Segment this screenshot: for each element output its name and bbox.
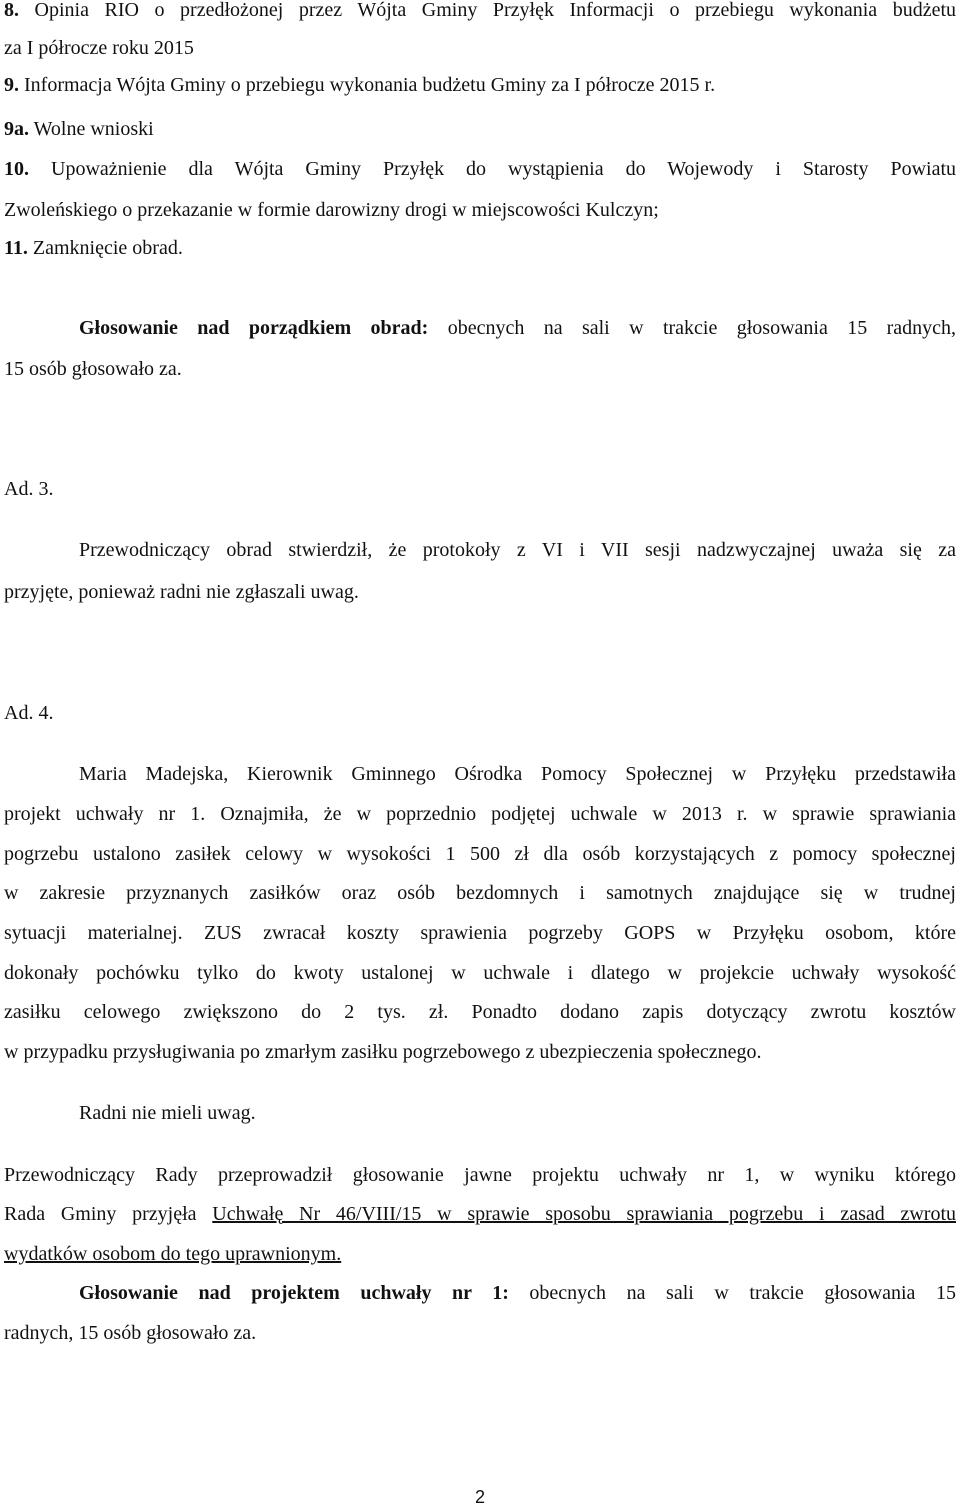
ad3-line-2: przyjęte, ponieważ radni nie zgłaszali uwag.: [4, 581, 359, 603]
resolution-link-continued[interactable]: wydatków osobom do tego uprawnionym.: [4, 1243, 342, 1265]
agenda-item-number: 8.: [4, 0, 19, 21]
vote-resolution-line-1: Przewodniczący Rady przeprowadził głosowanie jawne projektu uchwały nr 1, w wyniku którego: [4, 1164, 956, 1186]
ad4-line-7: zasiłku celowego zwiększono do 2 tys. zł. Ponadto dodano zapis dotyczący zwrotu kosztów: [4, 1001, 956, 1023]
ad4-line-2: projekt uchwały nr 1. Oznajmiła, że w poprzednio podjętej uchwale w 2013 r. w sprawie sprawiania: [4, 803, 956, 825]
ad4-line-1: Maria Madejska, Kierownik Gminnego Ośrodka Pomocy Społecznej w Przyłęku przedstawiła: [79, 763, 956, 785]
vote-resolution-prefix: Rada Gminy przyjęła: [4, 1203, 197, 1225]
vote-result-label: Głosowanie nad projektem uchwały nr 1:: [79, 1282, 509, 1304]
ad4-line-4: w zakresie przyznanych zasiłków oraz osób bezdomnych i samotnych znajdujące się w trudnej: [4, 882, 956, 904]
ad4-line-3: pogrzebu ustalono zasiłek celowy w wysokości 1 500 zł dla osób korzystających z pomocy społecznej: [4, 843, 956, 865]
vote-result-text: obecnych na sali w trakcie głosowania 15: [529, 1282, 956, 1304]
page-number: 2: [474, 1487, 485, 1507]
agenda-item-number: 9a.: [4, 118, 29, 140]
agenda-item-8-line-2: za I półrocze roku 2015: [4, 37, 194, 59]
agenda-item-9a: [4, 117, 154, 141]
agenda-item-10-line-2: Zwoleńskiego o przekazanie w formie darowizny drogi w miejscowości Kulczyn;: [4, 199, 659, 221]
vote-resolution-line-2: [4, 1202, 956, 1226]
agenda-item-number: 11.: [4, 237, 28, 259]
vote-result-line-2: radnych, 15 osób głosowało za.: [4, 1322, 257, 1344]
resolution-link[interactable]: Uchwałę Nr 46/VIII/15 w sprawie sposobu sprawiania pogrzebu i zasad zwrotu: [212, 1203, 956, 1225]
vote-order-line-1: [79, 316, 956, 340]
vote-resolution-line-3: [4, 1242, 341, 1266]
vote-order-line-2: 15 osób głosowało za.: [4, 358, 182, 380]
section-heading-ad4: Ad. 4.: [4, 702, 54, 724]
agenda-item-text: Zamknięcie obrad.: [32, 237, 183, 259]
agenda-item-text: Upoważnienie dla Wójta Gminy Przyłęk do wystąpienia do Wojewody i Starosty Powiatu: [51, 158, 956, 180]
agenda-item-number: 9.: [4, 74, 19, 96]
vote-order-text: obecnych na sali w trakcie głosowania 15 radnych,: [447, 317, 956, 339]
ad3-line-1: Przewodniczący obrad stwierdził, że protokoły z VI i VII sesji nadzwyczajnej uważa się za: [79, 539, 956, 561]
agenda-item-11: [4, 236, 183, 260]
agenda-item-9: [4, 73, 715, 97]
agenda-item-number: 10.: [4, 158, 29, 180]
ad4-line-6: dokonały pochówku tylko do kwoty ustalonej w uchwale i dlatego w projekcie uchwały wysokość: [4, 962, 956, 984]
agenda-item-text: Wolne wnioski: [33, 118, 154, 140]
no-remarks-text: Radni nie mieli uwag.: [79, 1102, 256, 1124]
ad4-line-8: w przypadku przysługiwania po zmarłym zasiłku pogrzebowego z ubezpieczenia społecznego.: [4, 1041, 762, 1063]
vote-order-label: Głosowanie nad porządkiem obrad:: [79, 317, 429, 339]
agenda-item-text: Opinia RIO o przedłożonej przez Wójta Gminy Przyłęk Informacji o przebiegu wykonania budżetu: [34, 0, 957, 21]
agenda-item-10-line-1: [4, 157, 956, 181]
agenda-item-text: Informacja Wójta Gminy o przebiegu wykonania budżetu Gminy za I półrocze 2015 r.: [24, 74, 716, 96]
vote-result-line-1: [79, 1281, 956, 1305]
section-heading-ad3: Ad. 3.: [4, 478, 54, 500]
ad4-line-5: sytuacji materialnej. ZUS zwracał koszty sprawienia pogrzeby GOPS w Przyłęku osobom, które: [4, 922, 956, 944]
agenda-item-8-line-1: [4, 0, 956, 22]
